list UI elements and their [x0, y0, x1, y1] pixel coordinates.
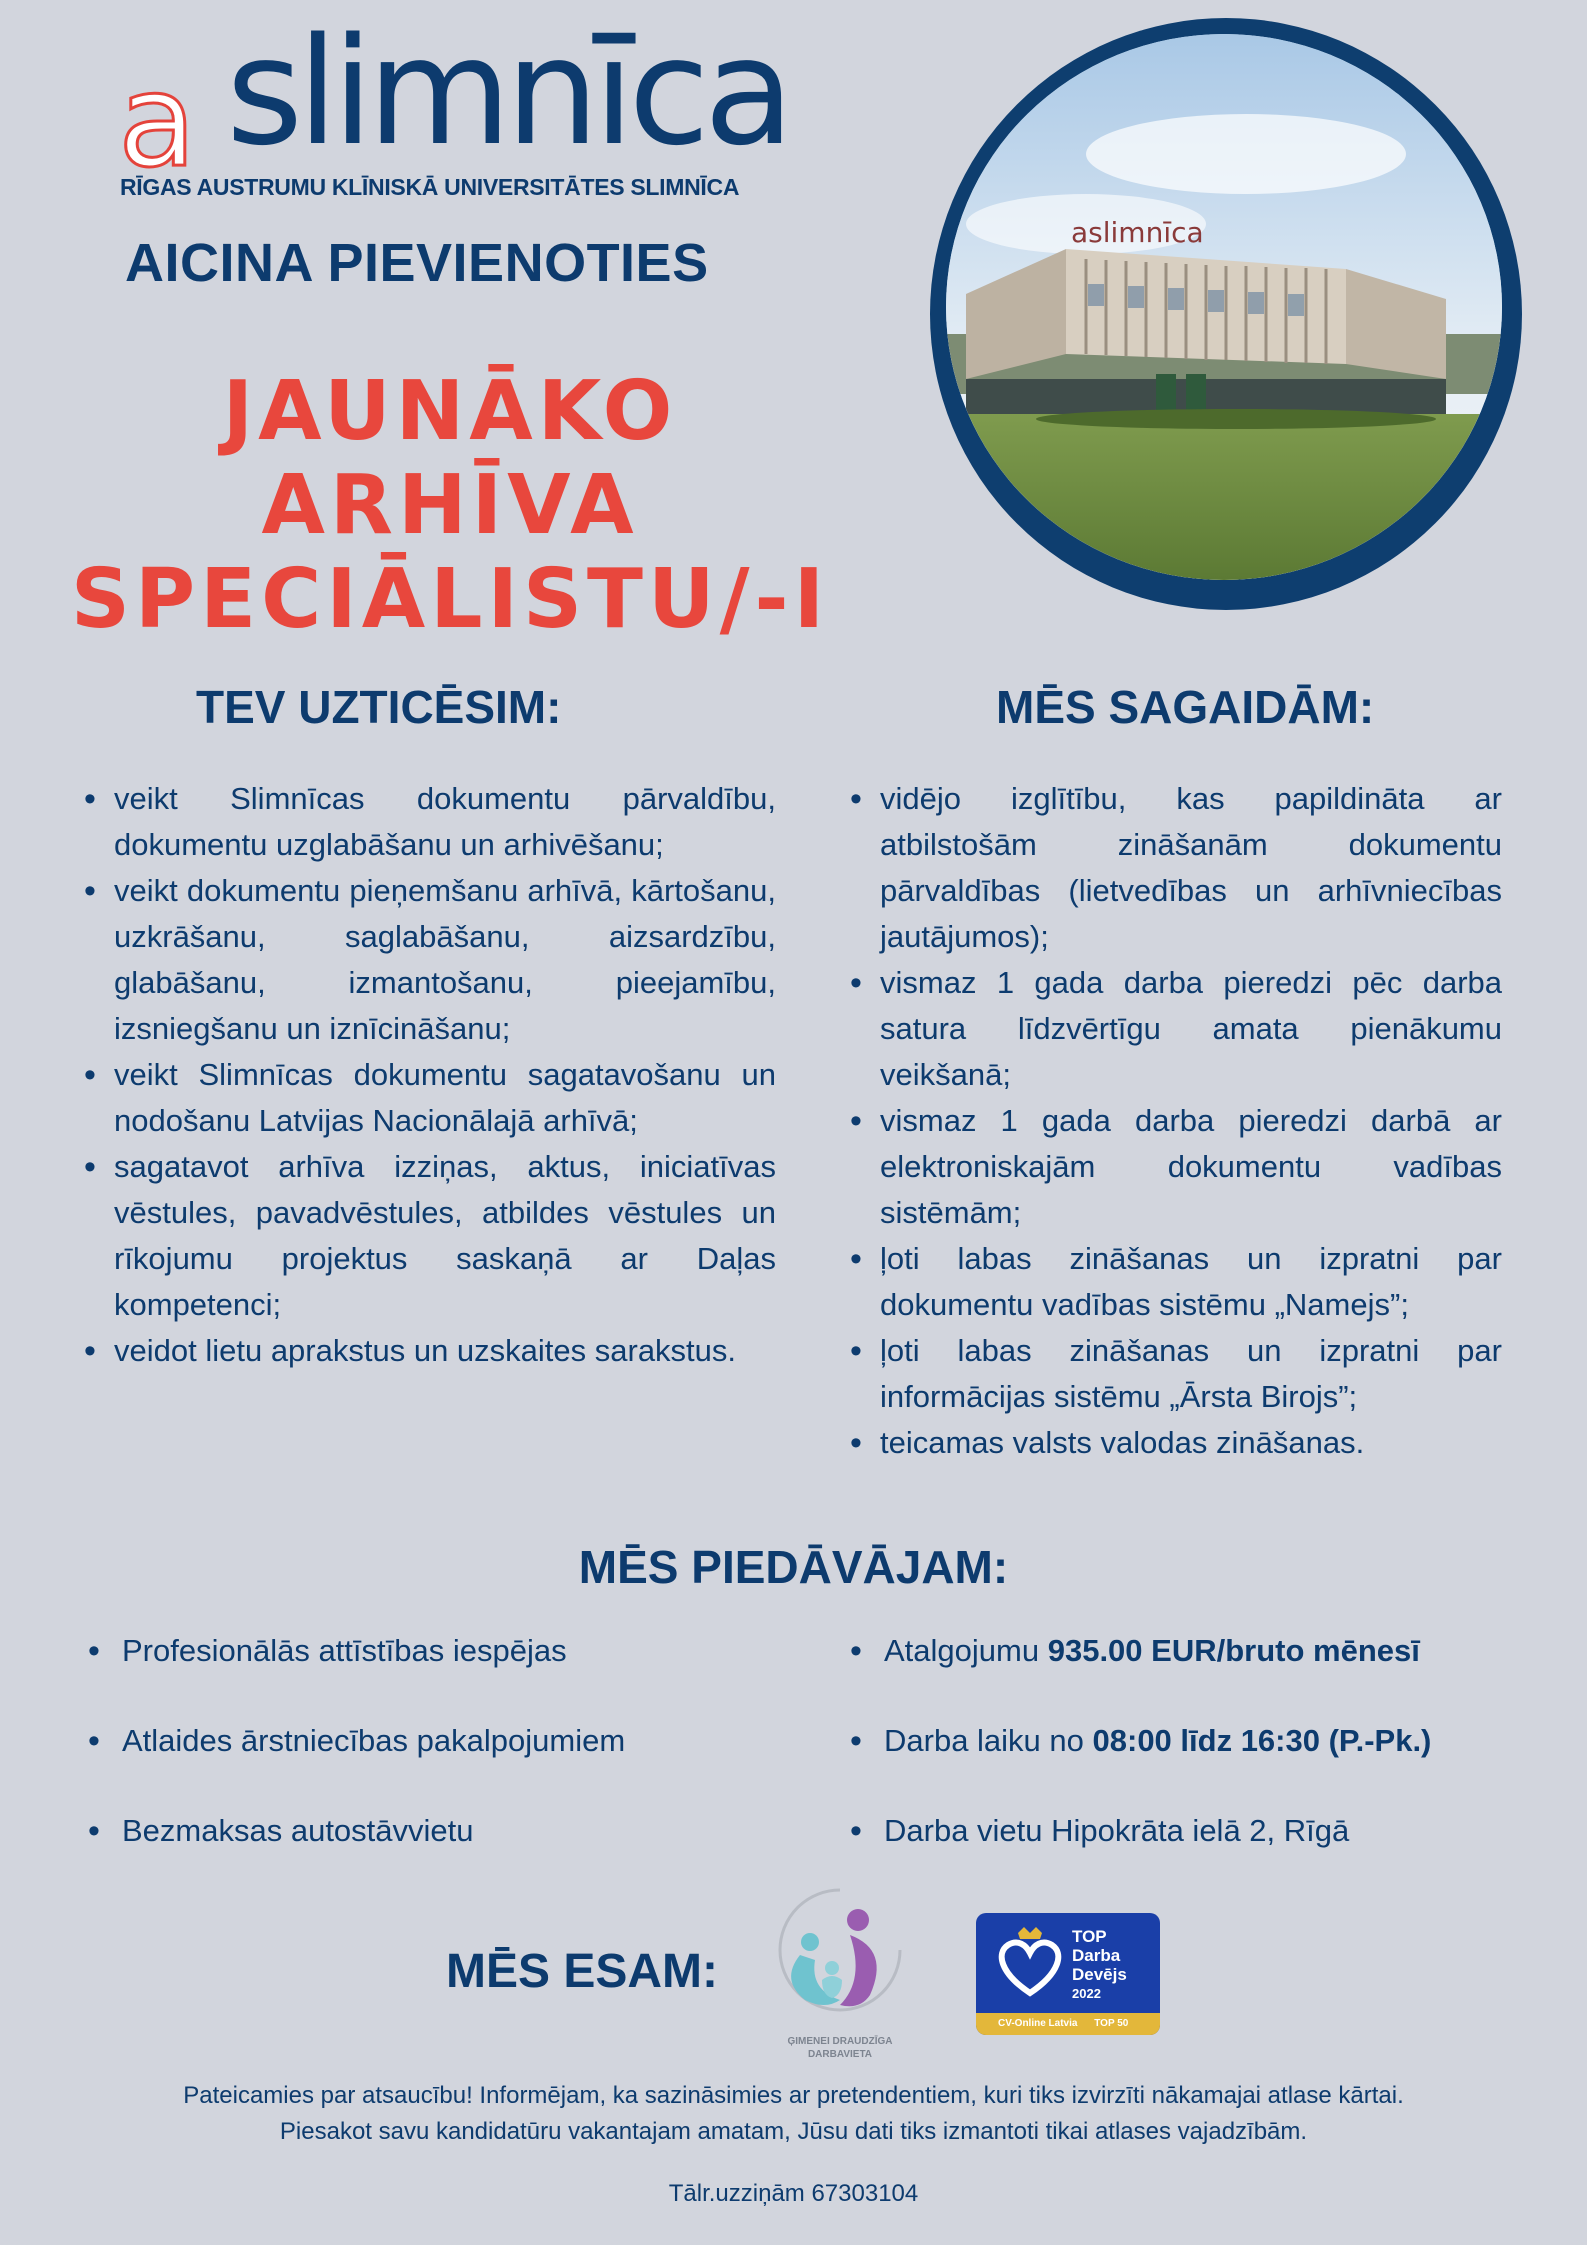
- requirements-list: [850, 776, 1502, 1466]
- list-item: • ļoti labas zināšanas un izpratni par dokumentu vadības sistēmu „Namejs”;: [850, 1236, 1502, 1328]
- building-sign: aslimnīca: [1071, 216, 1204, 249]
- top-employer-badge: [976, 1913, 1160, 2035]
- heart-crown-icon: [990, 1923, 1070, 2003]
- location-item: • Darba vietu Hipokrāta ielā 2, Rīgā: [850, 1808, 1530, 1898]
- offer-right-list: [850, 1628, 1530, 1898]
- family-friendly-badge: [770, 1880, 910, 2070]
- position-title: [40, 365, 860, 647]
- family-badge-line1: ĢIMENEI DRAUDZĪGA: [787, 2036, 893, 2047]
- logo-subtitle: RĪGAS AUSTRUMU KLĪNISKĀ UNIVERSITĀTES SLIMNĪCA: [120, 174, 740, 200]
- offer-heading: MĒS PIEDĀVĀJAM:: [578, 1541, 1009, 1593]
- top-badge-line2: Darba: [1072, 1946, 1121, 1965]
- list-item: • Bezmaksas autostāvvietu: [88, 1808, 788, 1898]
- list-item: • veidot lietu aprakstus un uzskaites sarakstus.: [84, 1328, 776, 1374]
- footer-line2: Piesakot savu kandidatūru vakantajam amatam, Jūsu dati tiks izmantoti tikai atlases vajadzībām.: [279, 2118, 1308, 2145]
- salary-item: [850, 1628, 1530, 1718]
- position-title-line1: JAUNĀKO ARHĪVA: [222, 364, 678, 553]
- list-item: • veikt Slimnīcas dokumentu sagatavošanu un nodošanu Latvijas Nacionālajā arhīvā;: [84, 1052, 776, 1144]
- we-are-heading: MĒS ESAM:: [446, 1945, 719, 1998]
- list-item: • sagatavot arhīva izziņas, aktus, iniciatīvas vēstules, pavadvēstules, atbildes vēstules un rīkojumu projektus saskaņā ar Daļas kompetenci;: [84, 1144, 776, 1328]
- salary-value: 935.00 EUR/bruto mēnesī: [1047, 1633, 1420, 1668]
- footer-line1: Pateicamies par atsaucību! Informējam, ka sazināsimies ar pretendentiem, kuri tiks izvirzīti nākamajai atlase kārtai.: [183, 2082, 1404, 2109]
- list-item: • veikt dokumentu pieņemšanu arhīvā, kārtošanu, uzkrāšanu, saglabāšanu, aizsardzību, glabāšanu, izmantošanu, pieejamību, izsniegšanu un iznīcināšanu;: [84, 868, 776, 1052]
- footer-notice: [60, 2078, 1527, 2150]
- hours-value: 08:00 līdz 16:30 (P.-Pk.): [1092, 1723, 1432, 1758]
- duties-list: [84, 776, 776, 1374]
- top-badge-source: CV-Online Latvia: [998, 2018, 1078, 2029]
- logo-letter: a: [118, 47, 197, 196]
- list-item: • Atlaides ārstniecības pakalpojumiem: [88, 1718, 788, 1808]
- duties-section: [84, 776, 776, 1374]
- position-title-line2: SPECIĀLISTU/-I: [70, 552, 830, 647]
- offer-left-list: [88, 1628, 788, 1898]
- invite-heading: AICINA PIEVIENOTIES: [125, 233, 709, 293]
- family-friendly-icon: [770, 1880, 910, 2030]
- offer-right-section: [850, 1628, 1530, 1898]
- duties-heading: TEV UZTICĒSIM:: [196, 681, 562, 733]
- top-badge-line3: Devējs: [1072, 1965, 1127, 1984]
- list-item: • Profesionālās attīstības iespējas: [88, 1628, 788, 1718]
- top-badge-line1: TOP: [1072, 1927, 1107, 1946]
- top-badge-rank: TOP 50: [1094, 2018, 1129, 2029]
- list-item: • vismaz 1 gada darba pieredzi pēc darba satura līdzvērtīgu amata pienākumu veikšanā;: [850, 960, 1502, 1098]
- list-item: • vidējo izglītību, kas papildināta ar atbilstošām zināšanām dokumentu pārvaldības (lietvedības un arhīvniecības jautājumos);: [850, 776, 1502, 960]
- offer-left-section: [88, 1628, 788, 1898]
- requirements-heading: MĒS SAGAIDĀM:: [996, 681, 1375, 733]
- list-item: • veikt Slimnīcas dokumentu pārvaldību, dokumentu uzglabāšanu un arhivēšanu;: [84, 776, 776, 868]
- list-item: • teicamas valsts valodas zināšanas.: [850, 1420, 1502, 1466]
- footer-phone: Tālr.uzziņām 67303104: [668, 2180, 919, 2207]
- building-illustration: [946, 34, 1502, 580]
- hours-prefix: Darba laiku no: [884, 1723, 1093, 1758]
- hours-item: [850, 1718, 1530, 1808]
- list-item: • vismaz 1 gada darba pieredzi darbā ar elektroniskajām dokumentu vadības sistēmām;: [850, 1098, 1502, 1236]
- top-badge-year: 2022: [1072, 1986, 1101, 2001]
- family-badge-line2: DARBAVIETA: [807, 2049, 873, 2060]
- list-item: • ļoti labas zināšanas un izpratni par informācijas sistēmu „Ārsta Birojs”;: [850, 1328, 1502, 1420]
- hospital-building-photo: [946, 34, 1502, 580]
- hospital-logo: [118, 6, 808, 208]
- salary-prefix: Atalgojumu: [884, 1633, 1048, 1668]
- logo-wordmark: slimnīca: [226, 6, 789, 178]
- requirements-section: [850, 776, 1502, 1466]
